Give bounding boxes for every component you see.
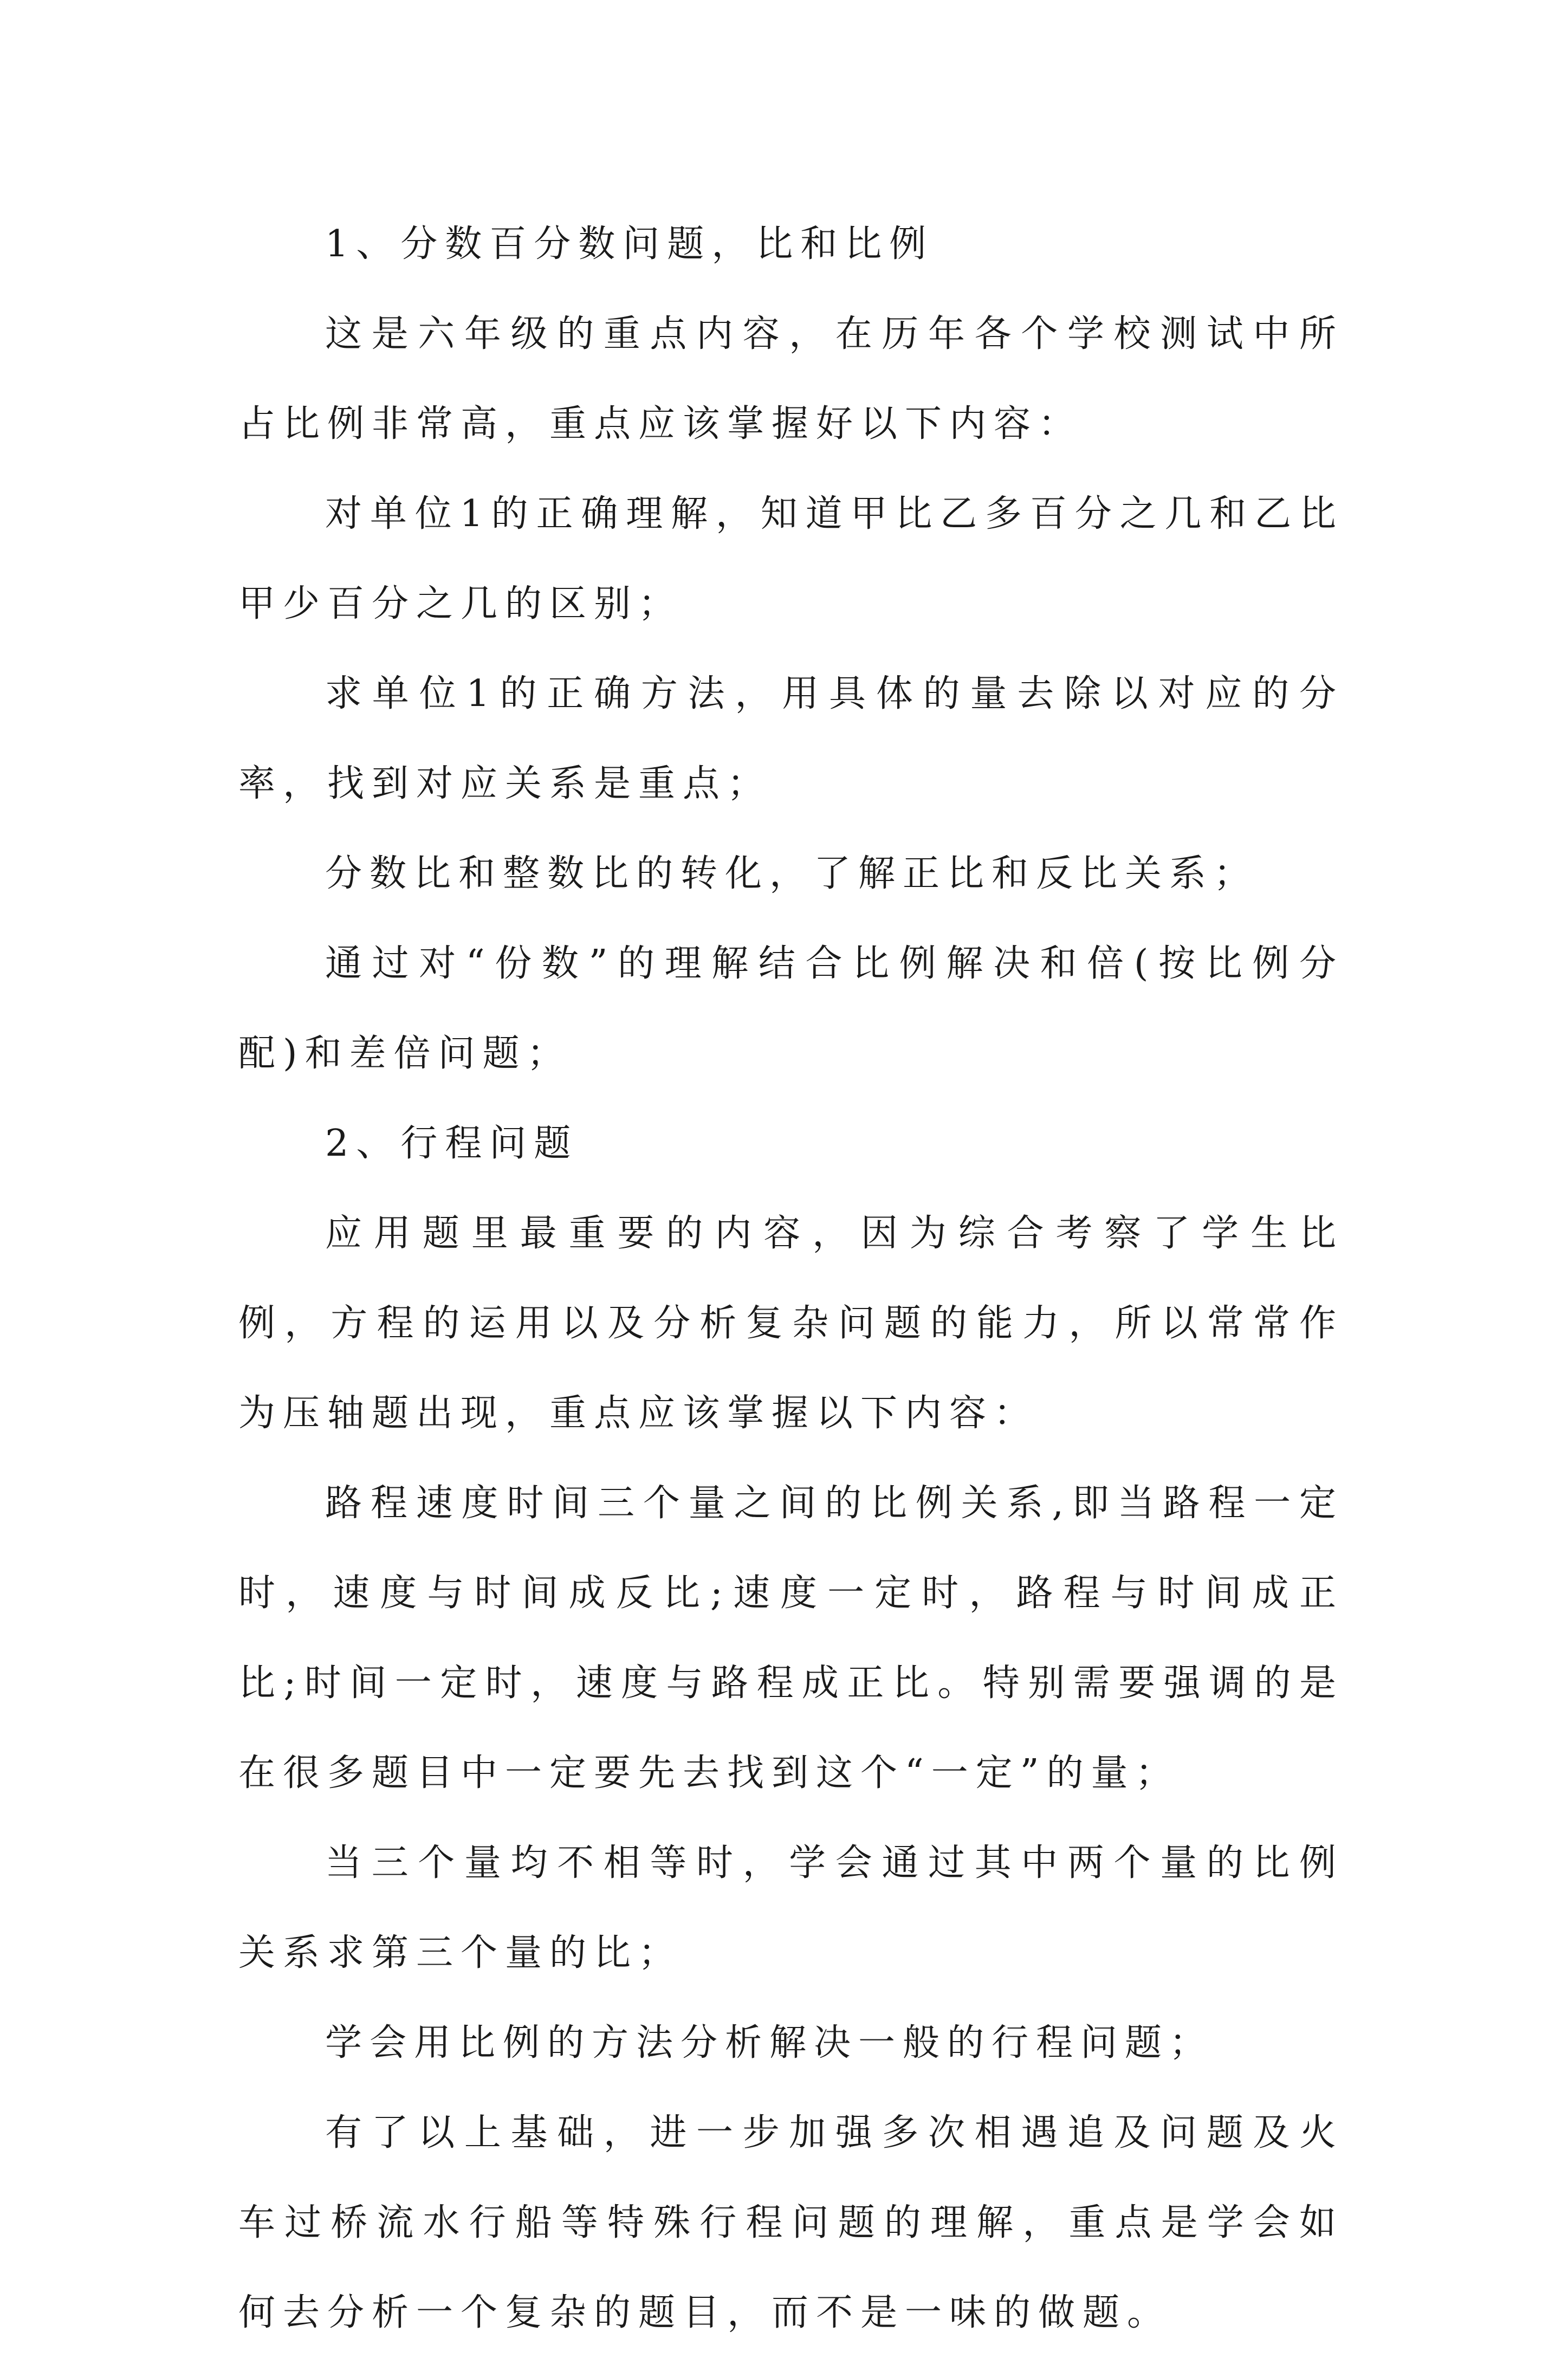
paragraph: 当三个量均不相等时，学会通过其中两个量的比例关系求第三个量的比； [238,1842,1344,1974]
paragraph: 求单位1的正确方法，用具体的量去除以对应的分率，找到对应关系是重点； [238,672,1344,805]
paragraph: 这是六年级的重点内容，在历年各个学校测试中所占比例非常高，重点应该掌握好以下内容： [238,313,1344,445]
paragraph: 通过对“份数”的理解结合比例解决和倍(按比例分配)和差倍问题； [238,942,1344,1075]
paragraph: 有了以上基础，进一步加强多次相遇追及问题及火车过桥流水行船等特殊行程问题的理解，重点是学会如何去分析一个复杂的题目，而不是一味的做题。 [238,2111,1344,2334]
paragraph: 路程速度时间三个量之间的比例关系,即当路程一定时，速度与时间成反比;速度一定时，路程与时间成正比;时间一定时，速度与路程成正比。特别需要强调的是在很多题目中一定要先去找到这个“一定”的量； [238,1482,1344,1795]
section-heading-travel: 2、行程问题 [325,1122,579,1165]
document-body [238,199,1344,2358]
paragraph: 分数比和整数比的转化，了解正比和反比关系； [325,852,1259,895]
section-heading-fractions: 1、分数百分数问题，比和比例 [325,223,934,265]
paragraph: 应用题里最重要的内容，因为综合考察了学生比例，方程的运用以及分析复杂问题的能力，所以常常作为压轴题出现，重点应该掌握以下内容： [238,1212,1344,1435]
paragraph: 对单位1的正确理解，知道甲比乙多百分之几和乙比甲少百分之几的区别； [238,493,1344,625]
paragraph: 学会用比例的方法分析解决一般的行程问题； [325,2022,1214,2064]
